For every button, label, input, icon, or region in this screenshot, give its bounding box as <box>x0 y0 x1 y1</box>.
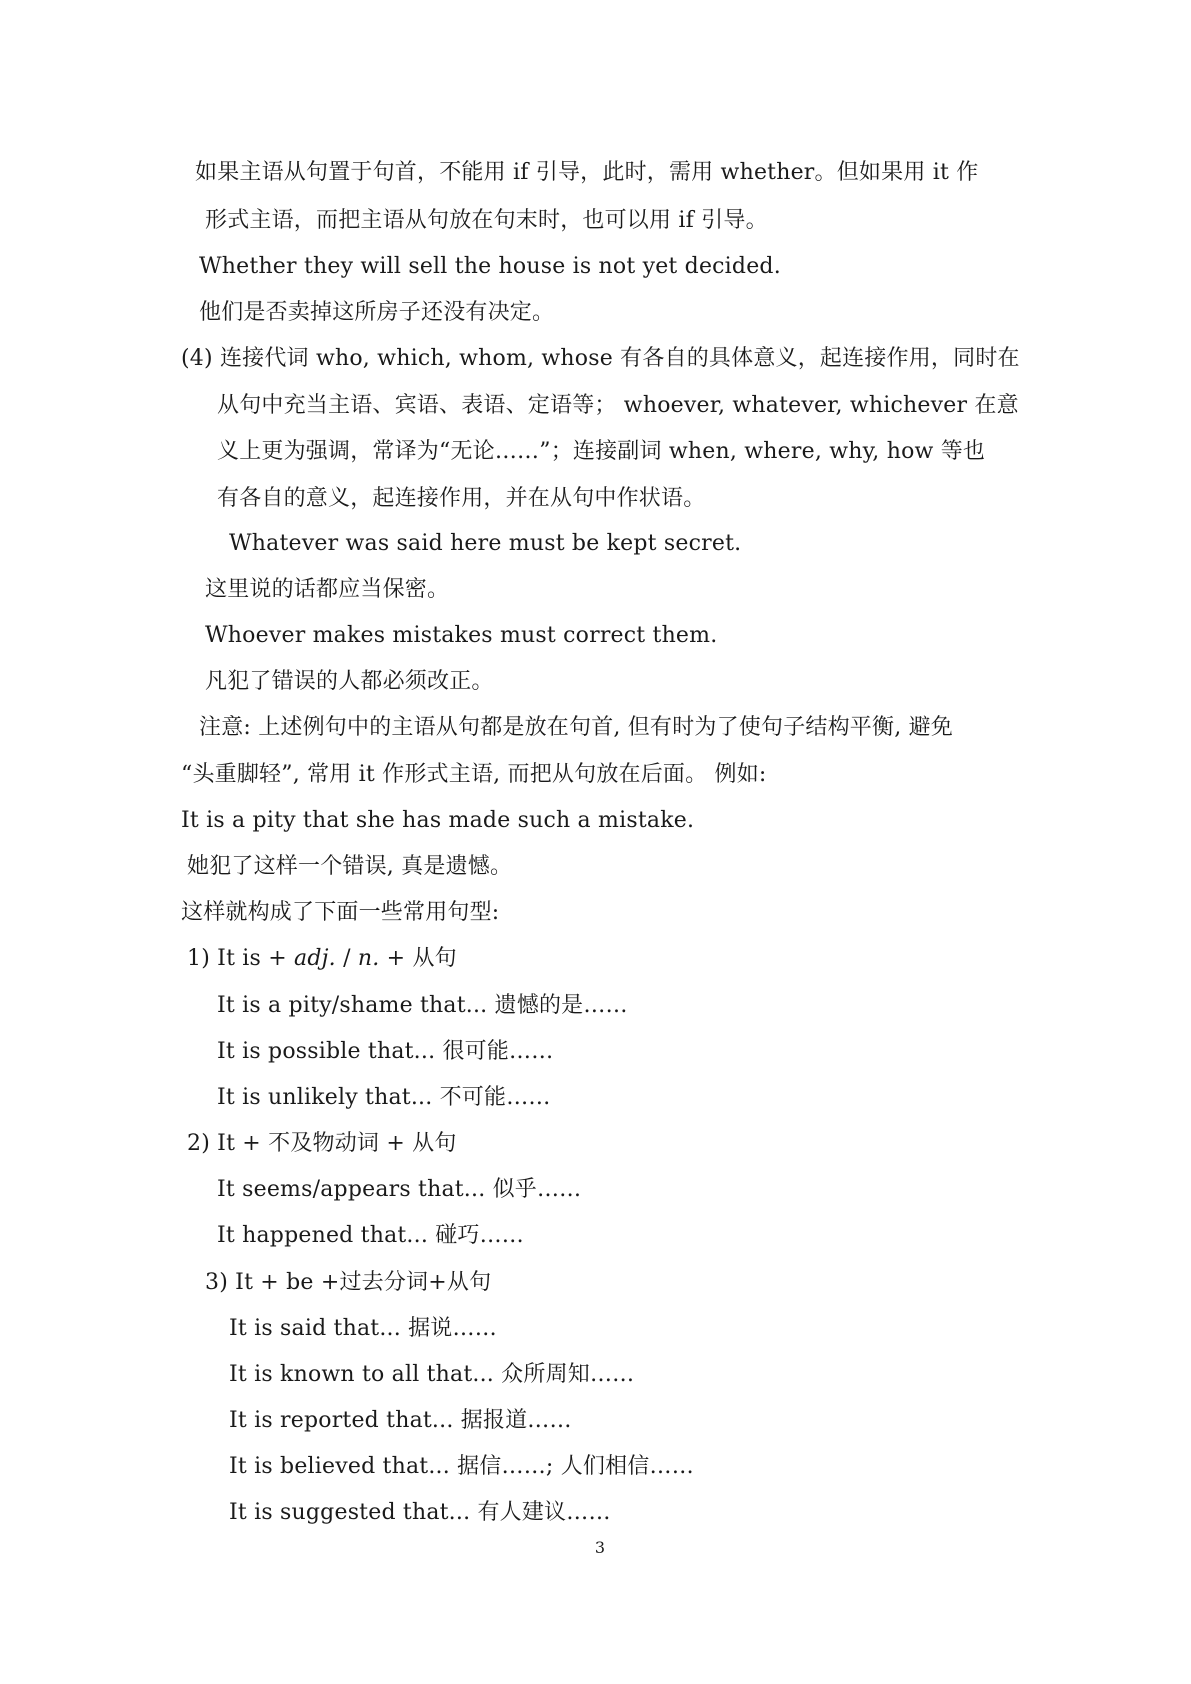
text-line: 凡犯了错误的人都必须改正。 <box>205 669 494 694</box>
pattern-suffix: + 从句 <box>379 946 457 971</box>
text-line: 这样就构成了下面一些常用句型: <box>181 900 500 925</box>
text-line: It is a pity that she has made such a mistake. <box>181 808 695 833</box>
text-line: “头重脚轻”, 常用 it 作形式主语, 而把从句放在后面。 例如: <box>181 762 767 787</box>
text-line: 有各自的意义，起连接作用，并在从句中作状语。 <box>217 486 706 511</box>
text-line: Whatever was said here must be kept secret. <box>229 531 742 556</box>
text-line: It is known to all that... 众所周知…… <box>229 1362 635 1387</box>
text-line: 他们是否卖掉这所房子还没有决定。 <box>199 300 555 325</box>
text-line: 她犯了这样一个错误, 真是遗憾。 <box>187 854 513 879</box>
text-line: 如果主语从句置于句首，不能用 if 引导，此时，需用 whether。但如果用 it 作 <box>195 160 979 185</box>
text-line: It is believed that... 据信……; 人们相信…… <box>229 1454 694 1479</box>
text-line: It is possible that... 很可能…… <box>217 1039 554 1064</box>
text-line: It is a pity/shame that... 遗憾的是…… <box>217 993 628 1018</box>
text-line: It is unlikely that... 不可能…… <box>217 1085 551 1110</box>
text-line: It is said that... 据说…… <box>229 1316 497 1341</box>
pattern-n: n. <box>357 946 380 971</box>
text-line: (4) 连接代词 who, which, whom, whose 有各自的具体意义，起连接作用，同时在 <box>181 346 1020 371</box>
pattern-sep: / <box>335 946 358 971</box>
pattern-heading-1 <box>187 944 457 974</box>
text-line: Whoever makes mistakes must correct them. <box>205 623 718 648</box>
text-line: 2) It + 不及物动词 + 从句 <box>187 1131 457 1156</box>
text-line: It is suggested that... 有人建议…… <box>229 1500 611 1525</box>
text-line: It seems/appears that... 似乎…… <box>217 1177 582 1202</box>
text-line: It happened that... 碰巧…… <box>217 1223 524 1248</box>
page-number: 3 <box>594 1538 606 1557</box>
text-line: 从句中充当主语、宾语、表语、定语等； whoever, whatever, whichever 在意 <box>217 393 1019 418</box>
pattern-adj: adj. <box>294 946 336 971</box>
text-line: 注意: 上述例句中的主语从句都是放在句首, 但有时为了使句子结构平衡, 避免 <box>199 715 953 740</box>
pattern-prefix: 1) It is + <box>187 946 295 971</box>
text-line: 义上更为强调，常译为“无论……”；连接副词 when, where, why, how 等也 <box>217 439 986 464</box>
text-line: It is reported that... 据报道…… <box>229 1408 572 1433</box>
text-line: Whether they will sell the house is not yet decided. <box>199 254 781 279</box>
text-line: 形式主语，而把主语从句放在句末时，也可以用 if 引导。 <box>205 208 768 233</box>
text-line: 这里说的话都应当保密。 <box>205 577 450 602</box>
text-line: 3) It + be +过去分词+从句 <box>205 1270 492 1295</box>
